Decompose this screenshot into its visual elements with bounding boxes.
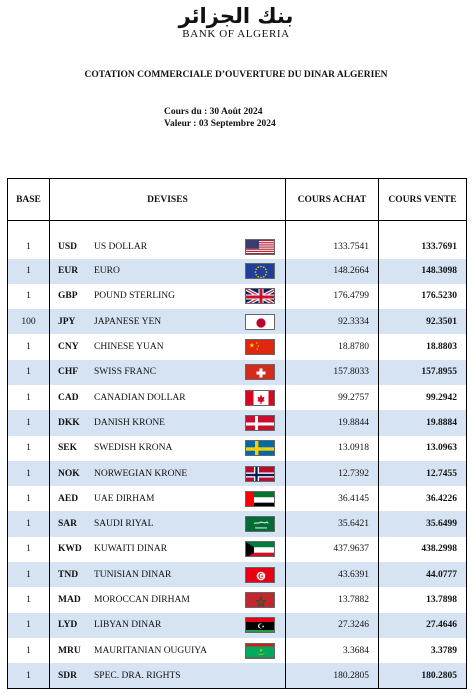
- vente-cell: 92.3501: [379, 309, 467, 334]
- achat-cell: 43.6391: [286, 562, 379, 587]
- base-cell: 1: [8, 613, 50, 638]
- valeur-date: Valeur : 03 Septembre 2024: [164, 119, 276, 129]
- currency-name: SWISS FRANC: [94, 367, 157, 378]
- denmark-flag-icon: [245, 415, 275, 431]
- vente-cell: 27.4646: [379, 613, 467, 638]
- base-cell: 1: [8, 486, 50, 511]
- achat-cell: 12.7392: [286, 461, 379, 486]
- currency-cell: [50, 461, 286, 486]
- currency-code: KWD: [58, 544, 82, 555]
- currency-name: CHINESE YUAN: [94, 342, 164, 353]
- currency-code: JPY: [58, 316, 76, 327]
- currency-name: NORWEGIAN KRONE: [94, 468, 188, 479]
- svg-text:★: ★: [261, 624, 265, 629]
- currency-cell: [50, 562, 286, 587]
- table-row: [8, 461, 467, 486]
- currency-name: MOROCCAN DIRHAM: [94, 595, 190, 605]
- currency-cell: [50, 410, 286, 435]
- base-cell: 1: [8, 461, 50, 486]
- base-cell: 1: [8, 410, 50, 435]
- vente-cell: 44.0777: [379, 562, 467, 587]
- eu-flag-icon: [245, 263, 275, 279]
- achat-cell: 13.0918: [286, 436, 379, 461]
- column-header-devises: DEVISES: [50, 179, 286, 221]
- base-cell: 1: [8, 587, 50, 612]
- achat-cell: 176.4799: [286, 284, 379, 309]
- currency-name: EURO: [94, 266, 120, 277]
- achat-cell: 3.3684: [286, 638, 379, 663]
- vente-cell: 13.0963: [379, 436, 467, 461]
- achat-cell: 13.7882: [286, 587, 379, 612]
- currency-code: CNY: [58, 342, 79, 353]
- currency-cell: [50, 259, 286, 284]
- currency-name: CANADIAN DOLLAR: [94, 392, 186, 403]
- currency-code: MRU: [58, 645, 81, 656]
- currency-code: SAR: [58, 519, 78, 530]
- vente-cell: 18.8803: [379, 334, 467, 359]
- currency-cell: [50, 663, 286, 688]
- table-row: [8, 410, 467, 435]
- table-header-row: [8, 179, 467, 221]
- currency-cell: [50, 486, 286, 511]
- base-cell: 100: [8, 309, 50, 334]
- currency-code: DKK: [58, 417, 80, 428]
- table-row: [8, 587, 467, 612]
- vente-cell: 13.7898: [379, 587, 467, 612]
- achat-cell: 180.2805: [286, 663, 379, 688]
- cours-date: Cours du : 30 Août 2024: [164, 107, 263, 117]
- currency-code: TND: [58, 569, 79, 580]
- base-cell: 1: [8, 663, 50, 688]
- vente-cell: 19.8884: [379, 410, 467, 435]
- base-cell: 1: [8, 221, 50, 259]
- achat-cell: 35.6421: [286, 511, 379, 536]
- norway-flag-icon: [245, 466, 275, 482]
- currency-cell: [50, 587, 286, 612]
- date-block: [164, 106, 276, 130]
- vente-cell: 180.2805: [379, 663, 467, 688]
- achat-cell: 437.9637: [286, 537, 379, 562]
- currency-name: SPEC. DRA. RIGHTS: [94, 670, 181, 681]
- currency-code: SDR: [58, 670, 78, 681]
- currency-name: JAPANESE YEN: [94, 316, 162, 327]
- base-cell: 1: [8, 562, 50, 587]
- currency-cell: [50, 309, 286, 334]
- base-cell: 1: [8, 537, 50, 562]
- currency-cell: [50, 638, 286, 663]
- uae-flag-icon: [245, 491, 275, 507]
- canada-flag-icon: [245, 390, 275, 406]
- currency-cell: [50, 511, 286, 536]
- currency-name: UAE DIRHAM: [94, 493, 155, 504]
- swiss-flag-icon: [245, 364, 275, 380]
- table-row: [8, 613, 467, 638]
- svg-text:★: ★: [259, 647, 263, 653]
- vente-cell: 157.8955: [379, 360, 467, 385]
- table-row: [8, 663, 467, 688]
- us-flag-icon: [245, 239, 275, 255]
- currency-code: CAD: [58, 392, 79, 403]
- base-cell: 1: [8, 360, 50, 385]
- base-cell: 1: [8, 259, 50, 284]
- achat-cell: 157.8033: [286, 360, 379, 385]
- vente-cell: 176.5230: [379, 284, 467, 309]
- currency-name: MAURITANIAN OUGUIYA: [94, 645, 207, 656]
- currency-code: USD: [58, 241, 78, 252]
- column-header-achat: COURS ACHAT: [286, 179, 379, 221]
- svg-text:★: ★: [256, 347, 259, 352]
- japan-flag-icon: [245, 314, 275, 330]
- base-cell: 1: [8, 385, 50, 410]
- table-row: [8, 511, 467, 536]
- bank-logo-arabic: بنك الجزائر: [178, 4, 294, 28]
- china-flag-icon: [245, 339, 275, 355]
- currency-code: SEK: [58, 443, 78, 454]
- saudi-flag-icon: [245, 516, 275, 532]
- sweden-flag-icon: [245, 440, 275, 456]
- table-row: [8, 284, 467, 309]
- achat-cell: 133.7541: [286, 221, 379, 259]
- currency-name: SWEDISH KRONA: [94, 443, 173, 454]
- table-row: [8, 360, 467, 385]
- svg-text:★: ★: [249, 341, 255, 350]
- currency-cell: [50, 221, 286, 259]
- currency-code: CHF: [58, 367, 79, 378]
- table-row: [8, 436, 467, 461]
- achat-cell: 27.3246: [286, 613, 379, 638]
- table-row: [8, 562, 467, 587]
- base-cell: 1: [8, 436, 50, 461]
- achat-cell: 148.2664: [286, 259, 379, 284]
- vente-cell: 438.2998: [379, 537, 467, 562]
- table-row: [8, 638, 467, 663]
- achat-cell: 18.8780: [286, 334, 379, 359]
- table-row: [8, 334, 467, 359]
- currency-code: NOK: [58, 468, 80, 479]
- svg-text:★: ★: [260, 573, 264, 579]
- tunisia-flag-icon: [245, 567, 275, 583]
- achat-cell: 19.8844: [286, 410, 379, 435]
- achat-cell: 36.4145: [286, 486, 379, 511]
- vente-cell: 35.6499: [379, 511, 467, 536]
- currency-code: LYD: [58, 620, 78, 631]
- currency-cell: [50, 284, 286, 309]
- libya-flag-icon: [245, 617, 275, 633]
- svg-text:★: ★: [257, 344, 260, 349]
- currency-cell: [50, 537, 286, 562]
- currency-name: US DOLLAR: [94, 241, 148, 252]
- currency-name: KUWAITI DINAR: [94, 544, 168, 555]
- currency-cell: [50, 613, 286, 638]
- vente-cell: 148.3098: [379, 259, 467, 284]
- vente-cell: 3.3789: [379, 638, 467, 663]
- vente-cell: 36.4226: [379, 486, 467, 511]
- currency-name: SAUDI RIYAL: [94, 519, 154, 530]
- achat-cell: 99.2757: [286, 385, 379, 410]
- table-row: [8, 309, 467, 334]
- currency-code: EUR: [58, 266, 79, 277]
- currency-code: AED: [58, 493, 79, 504]
- vente-cell: 99.2942: [379, 385, 467, 410]
- vente-cell: 12.7455: [379, 461, 467, 486]
- currency-name: TUNISIAN DINAR: [94, 569, 172, 580]
- rates-table: [7, 178, 467, 689]
- currency-name: DANISH KRONE: [94, 417, 165, 428]
- currency-name: POUND STERLING: [94, 291, 176, 302]
- kuwait-flag-icon: [245, 541, 275, 557]
- base-cell: 1: [8, 638, 50, 663]
- morocco-flag-icon: [245, 592, 275, 608]
- currency-code: MAD: [58, 595, 81, 605]
- currency-cell: [50, 385, 286, 410]
- bank-logo-english: BANK OF ALGERIA: [182, 28, 290, 40]
- table-row: [8, 221, 467, 259]
- currency-cell: [50, 436, 286, 461]
- currency-name: LIBYAN DINAR: [94, 620, 162, 631]
- column-header-base: BASE: [8, 179, 50, 221]
- currency-cell: [50, 360, 286, 385]
- base-cell: 1: [8, 334, 50, 359]
- base-cell: 1: [8, 511, 50, 536]
- vente-cell: 133.7691: [379, 221, 467, 259]
- base-cell: 1: [8, 284, 50, 309]
- achat-cell: 92.3334: [286, 309, 379, 334]
- uk-flag-icon: [245, 288, 275, 304]
- table-row: [8, 537, 467, 562]
- table-row: [8, 486, 467, 511]
- currency-cell: [50, 334, 286, 359]
- column-header-vente: COURS VENTE: [379, 179, 467, 221]
- table-row: [8, 385, 467, 410]
- document-title: COTATION COMMERCIALE D’OUVERTURE DU DINAR ALGERIEN: [84, 70, 388, 80]
- table-row: [8, 259, 467, 284]
- currency-code: GBP: [58, 291, 78, 302]
- svg-text:★: ★: [255, 341, 259, 346]
- mauritania-flag-icon: [245, 643, 275, 659]
